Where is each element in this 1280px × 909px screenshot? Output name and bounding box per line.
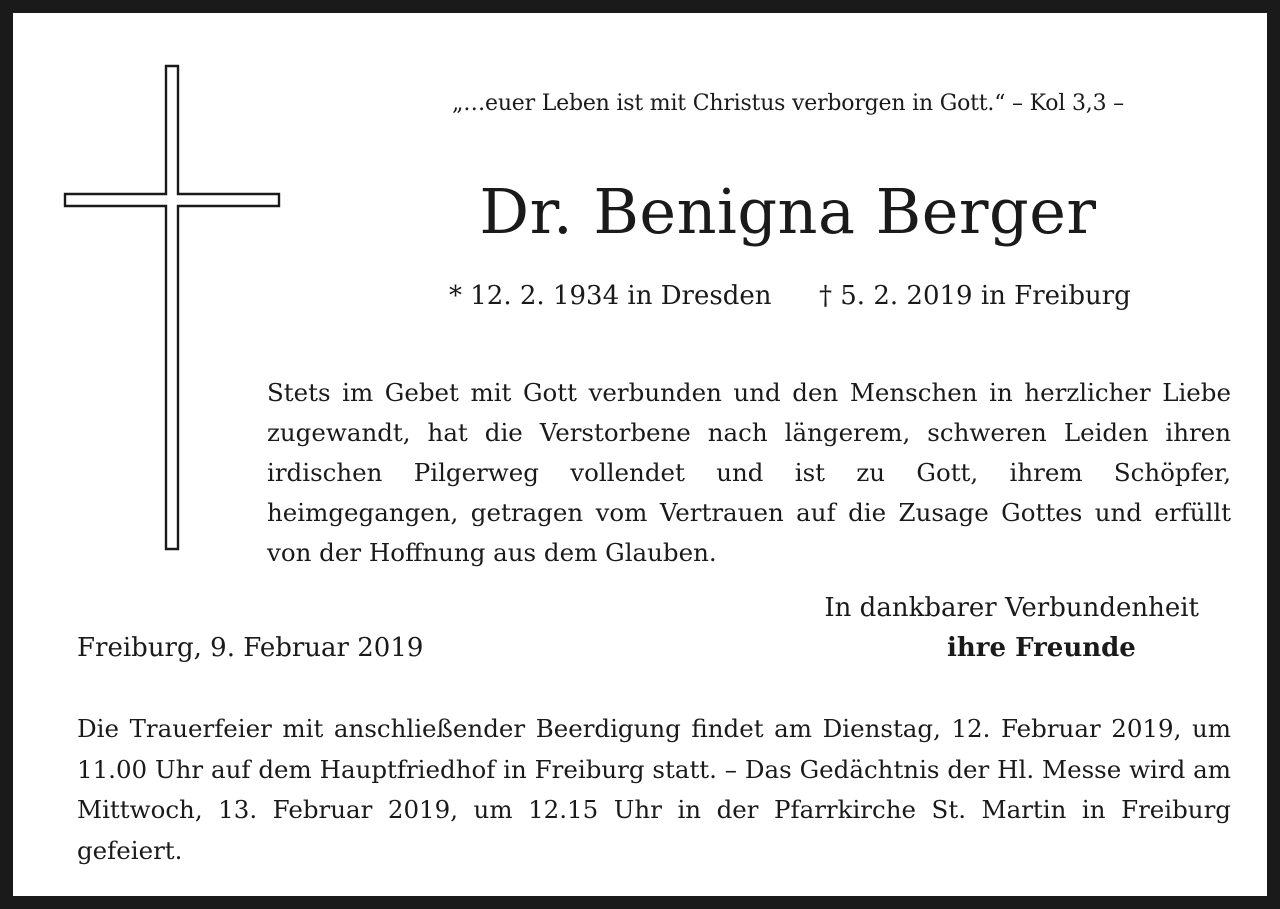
funeral-information: Die Trauerfeier mit anschließender Beerdigung findet am Dienstag, 12. Februar 2019, um 11.00 Uhr auf dem Hauptfriedhof in Freiburg statt. – Das Gedächtnis der Hl. Messe wird am Mittwoch, 13. Februar 2019, um 12.15 Uhr in der Pfarrkirche St. Martin in Freiburg gefeiert.: [77, 714, 1231, 865]
bible-quote: „…euer Leben ist mit Christus verborgen in Gott.“ – Kol 3,3 –: [452, 91, 1124, 116]
signature: ihre Freunde: [947, 633, 1136, 663]
obituary-text: Stets im Gebet mit Gott verbunden und den Menschen in herzlicher Liebe zugewandt, hat die Verstorbene nach längerem, schweren Leiden ihren irdischen Pilgerweg vollendet und ist zu Gott, ihrem Schöpfer, heimgegangen, getragen vom Vertrauen auf die Zusage Gottes und erfüllt von der Hoffnung aus dem Glauben.: [267, 378, 1231, 567]
deceased-name: Dr. Benigna Berger: [479, 175, 1097, 248]
closing-phrase: In dankbarer Verbundenheit: [824, 593, 1199, 623]
birth-date: * 12. 2. 1934 in Dresden: [449, 281, 772, 311]
death-date: † 5. 2. 2019 in Freiburg: [819, 281, 1131, 311]
place-and-date: Freiburg, 9. Februar 2019: [77, 633, 424, 663]
